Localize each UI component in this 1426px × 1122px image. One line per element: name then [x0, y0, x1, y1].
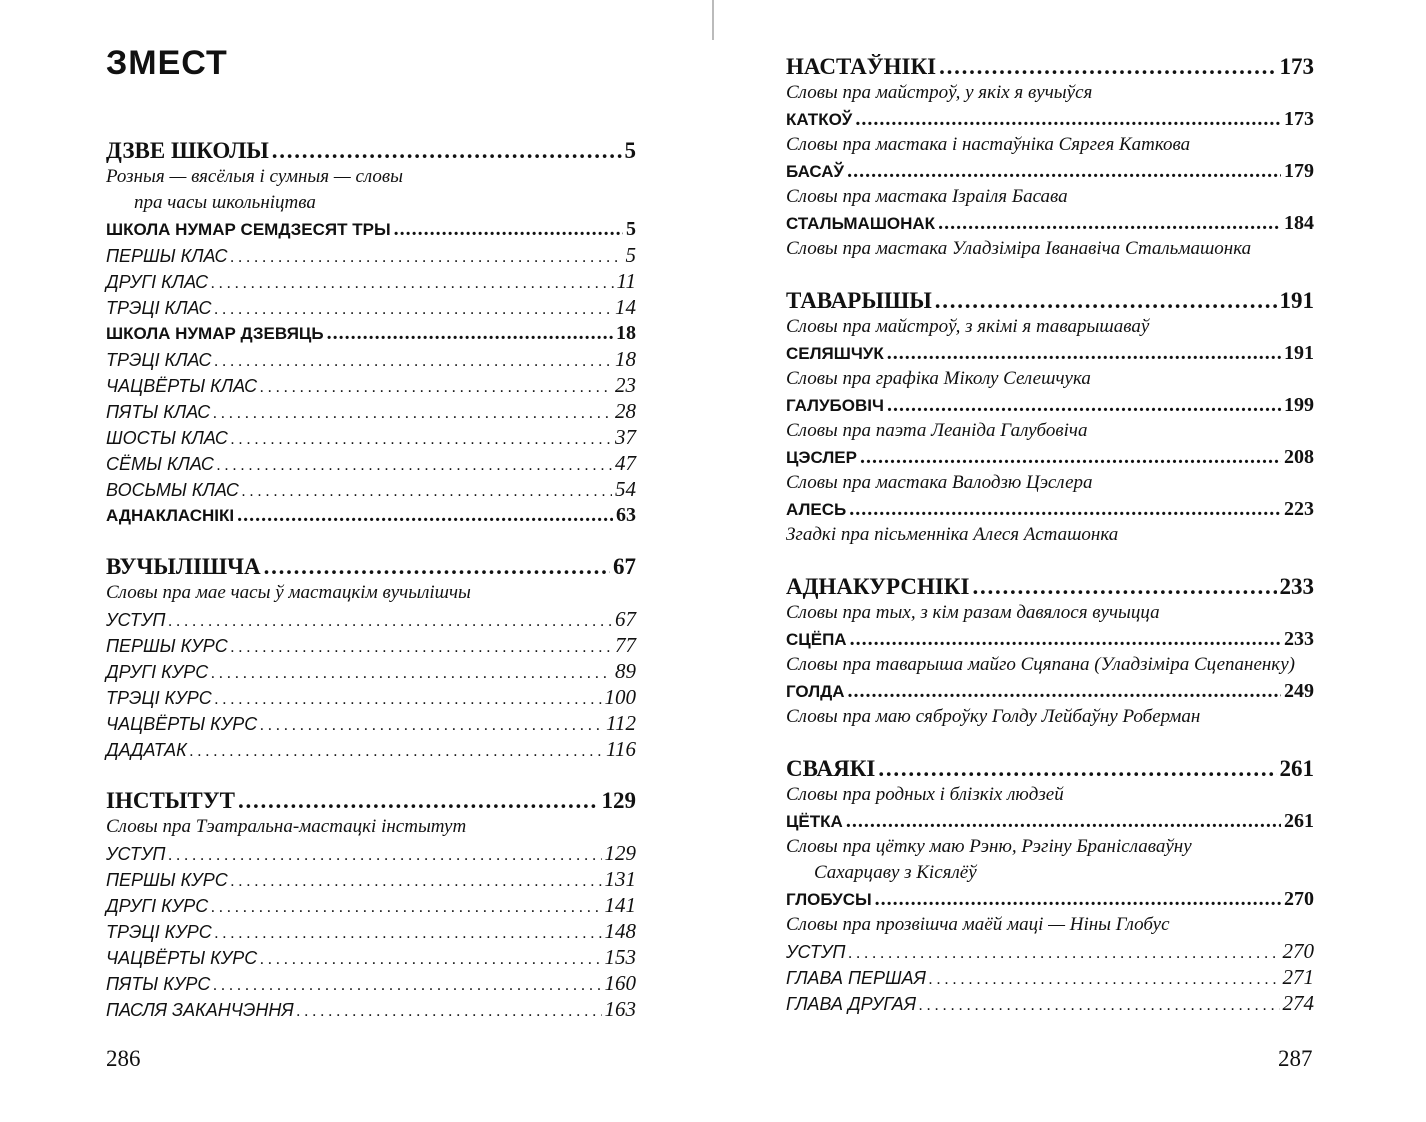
entry-title: ЦЭСЛЕР	[786, 448, 857, 467]
entry-title: ПЕРШЫ КЛАС	[106, 246, 228, 266]
entry-title: СВАЯКІ	[786, 756, 876, 781]
entry-title: ТРЭЦІ КЛАС	[106, 350, 212, 370]
section-description: Словы пра майстроў, у якіх я вучыўся	[786, 82, 1093, 103]
toc-chapter-entry[interactable]	[106, 710, 636, 736]
dot-leader	[260, 713, 603, 739]
dot-leader	[929, 967, 1280, 993]
dot-leader	[860, 444, 1281, 470]
toc-chapter-entry[interactable]	[106, 242, 636, 268]
toc-subsection-entry[interactable]	[786, 340, 1314, 366]
toc-subsection-entry[interactable]	[786, 444, 1314, 470]
toc-chapter-entry[interactable]	[106, 450, 636, 476]
toc-subsection-entry[interactable]	[786, 496, 1314, 522]
table-of-contents-right	[786, 54, 1314, 1016]
dot-leader	[231, 245, 623, 271]
entry-title: ВУЧЫЛІШЧА	[106, 554, 261, 579]
toc-chapter-entry[interactable]	[786, 938, 1314, 964]
entry-page-number: 67	[615, 607, 636, 631]
entry-page-number: 116	[606, 737, 636, 761]
toc-subsection-entry[interactable]	[786, 210, 1314, 236]
dot-leader	[238, 788, 599, 814]
dot-leader	[231, 869, 602, 895]
toc-chapter-entry[interactable]	[106, 606, 636, 632]
entry-title: ЧАЦВЁРТЫ КЛАС	[106, 376, 258, 396]
section-description: Словы пра паэта Леаніда Галубовіча	[786, 420, 1088, 441]
section-description: Сахарцаву з Кісялёў	[814, 862, 977, 883]
entry-title: ШКОЛА НУМАР ДЗЕВЯЦЬ	[106, 324, 324, 343]
entry-page-number: 18	[615, 347, 636, 371]
toc-chapter-entry[interactable]	[106, 372, 636, 398]
dot-leader	[848, 941, 1279, 967]
dot-leader	[297, 999, 602, 1025]
section-description: Згадкі пра пісьменніка Алеся Асташонка	[786, 524, 1119, 545]
entry-page-number: 274	[1282, 991, 1314, 1015]
entry-page-number: 5	[625, 243, 636, 267]
dot-leader	[213, 973, 601, 999]
page-title: ЗМЕСТ	[106, 44, 228, 82]
toc-section-heading[interactable]	[786, 756, 1314, 782]
entry-page-number: 54	[615, 477, 636, 501]
toc-subsection-entry[interactable]	[786, 808, 1314, 834]
entry-page-number: 11	[616, 269, 636, 293]
toc-chapter-entry[interactable]	[106, 970, 636, 996]
section-description: Словы пра цётку маю Рэню, Рэгіну Браніславаўну	[786, 836, 1192, 857]
entry-title: КАТКОЎ	[786, 110, 853, 129]
entry-title: СЕЛЯШЧУК	[786, 344, 884, 363]
toc-chapter-entry[interactable]	[786, 964, 1314, 990]
dot-leader	[215, 921, 602, 947]
toc-chapter-entry[interactable]	[106, 294, 636, 320]
left-page	[0, 0, 712, 1122]
entry-page-number: 208	[1284, 446, 1314, 468]
dot-leader	[849, 496, 1281, 522]
dot-leader	[215, 349, 612, 375]
entry-title: ПЯТЫ КЛАС	[106, 402, 211, 422]
toc-chapter-entry[interactable]	[106, 398, 636, 424]
dot-leader	[848, 678, 1281, 704]
dot-leader	[211, 895, 601, 921]
section-spacer	[106, 528, 636, 554]
toc-section-heading[interactable]	[106, 138, 636, 164]
section-spacer	[786, 548, 1314, 574]
entry-title: ГАЛУБОВІЧ	[786, 396, 884, 415]
toc-chapter-entry[interactable]	[106, 346, 636, 372]
entry-page-number: 14	[615, 295, 636, 319]
dot-leader	[168, 843, 601, 869]
section-description: Словы пра Тэатральна-мастацкі інстытут	[106, 816, 467, 837]
entry-page-number: 191	[1279, 288, 1314, 313]
entry-title: ПЯТЫ КУРС	[106, 974, 211, 994]
section-description: Розныя — вясёлыя і сумныя — словы	[106, 166, 404, 187]
entry-page-number: 77	[615, 633, 636, 657]
toc-chapter-entry[interactable]	[106, 918, 636, 944]
section-description: Словы пра мастака і настаўніка Сяргея Каткова	[786, 134, 1191, 155]
entry-title: ЧАЦВЁРТЫ КУРС	[106, 714, 258, 734]
entry-page-number: 148	[604, 919, 636, 943]
toc-chapter-entry[interactable]	[106, 866, 636, 892]
entry-page-number: 63	[616, 504, 636, 526]
entry-title: ДРУГІ КЛАС	[106, 272, 209, 292]
section-description: пра часы школьніцтва	[134, 192, 316, 213]
entry-page-number: 233	[1279, 574, 1314, 599]
entry-page-number: 23	[615, 373, 636, 397]
section-description: Словы пра мастака Уладзіміра Іванавіча Стальмашонка	[786, 238, 1252, 259]
entry-title: ГЛАВА ПЕРШАЯ	[786, 968, 926, 988]
dot-leader	[213, 401, 612, 427]
entry-page-number: 89	[615, 659, 636, 683]
entry-title: АДНАКУРСНІКІ	[786, 574, 970, 599]
entry-page-number: 37	[615, 425, 636, 449]
entry-page-number: 5	[626, 218, 636, 240]
toc-chapter-entry[interactable]	[106, 476, 636, 502]
dot-leader	[875, 886, 1281, 912]
entry-page-number: 153	[604, 945, 636, 969]
toc-chapter-entry[interactable]	[106, 944, 636, 970]
entry-page-number: 67	[613, 554, 636, 579]
section-description: Словы пра маю сяброўку Голду Лейбаўну Роберман	[786, 706, 1201, 727]
dot-leader	[260, 947, 601, 973]
toc-subsection-entry[interactable]	[106, 502, 636, 528]
page-number-left: 286	[106, 1046, 141, 1071]
section-spacer	[106, 762, 636, 788]
toc-subsection-entry[interactable]	[106, 216, 636, 242]
toc-section-heading[interactable]	[786, 54, 1314, 80]
dot-leader	[237, 502, 613, 528]
entry-page-number: 47	[615, 451, 636, 475]
entry-title: УСТУП	[786, 942, 846, 962]
entry-title: ГЛОБУСЫ	[786, 890, 872, 909]
entry-title: ТРЭЦІ КУРС	[106, 688, 212, 708]
dot-leader	[394, 216, 623, 242]
toc-chapter-entry[interactable]	[106, 840, 636, 866]
toc-chapter-entry[interactable]	[106, 658, 636, 684]
entry-title: ТРЭЦІ КУРС	[106, 922, 212, 942]
toc-section-heading[interactable]	[786, 288, 1314, 314]
entry-page-number: 28	[615, 399, 636, 423]
toc-chapter-entry[interactable]	[106, 268, 636, 294]
entry-title: ГЛАВА ДРУГАЯ	[786, 994, 916, 1014]
entry-title: ДЗВЕ ШКОЛЫ	[106, 138, 269, 163]
dot-leader	[217, 453, 612, 479]
entry-title: ПЕРШЫ КУРС	[106, 870, 228, 890]
entry-page-number: 249	[1284, 680, 1314, 702]
entry-title: ДРУГІ КУРС	[106, 896, 209, 916]
entry-title: ВОСЬМЫ КЛАС	[106, 480, 239, 500]
dot-leader	[847, 158, 1281, 184]
entry-page-number: 5	[624, 138, 636, 163]
toc-section-heading[interactable]	[106, 554, 636, 580]
toc-chapter-entry[interactable]	[106, 996, 636, 1022]
toc-subsection-entry[interactable]	[786, 678, 1314, 704]
entry-page-number: 131	[604, 867, 636, 891]
dot-leader	[846, 808, 1281, 834]
entry-page-number: 129	[601, 788, 636, 813]
dot-leader	[327, 320, 613, 346]
entry-page-number: 223	[1284, 498, 1314, 520]
entry-title: АЛЕСЬ	[786, 500, 847, 519]
dot-leader	[272, 138, 622, 164]
entry-page-number: 199	[1284, 394, 1314, 416]
right-page	[714, 0, 1426, 1122]
entry-title: НАСТАЎНІКІ	[786, 54, 937, 79]
entry-page-number: 261	[1284, 810, 1314, 832]
entry-title: АДНАКЛАСНІКІ	[106, 506, 235, 525]
section-description: Словы пра графіка Міколу Селешчука	[786, 368, 1091, 389]
dot-leader	[264, 554, 610, 580]
entry-title: ТАВАРЫШЫ	[786, 288, 932, 313]
entry-page-number: 270	[1282, 939, 1314, 963]
dot-leader	[939, 54, 1276, 80]
dot-leader	[972, 574, 1276, 600]
toc-subsection-entry[interactable]	[786, 158, 1314, 184]
toc-chapter-entry[interactable]	[786, 990, 1314, 1016]
entry-page-number: 184	[1284, 212, 1314, 234]
dot-leader	[215, 687, 602, 713]
dot-leader	[260, 375, 612, 401]
dot-leader	[231, 427, 612, 453]
dot-leader	[887, 392, 1281, 418]
toc-section-heading[interactable]	[106, 788, 636, 814]
entry-title: СЦЁПА	[786, 630, 847, 649]
entry-title: ПЕРШЫ КУРС	[106, 636, 228, 656]
toc-chapter-entry[interactable]	[106, 892, 636, 918]
section-description: Словы пра прозвішча маёй маці — Ніны Глобус	[786, 914, 1170, 935]
toc-chapter-entry[interactable]	[106, 736, 636, 762]
entry-page-number: 100	[604, 685, 636, 709]
entry-page-number: 233	[1284, 628, 1314, 650]
dot-leader	[211, 661, 612, 687]
entry-page-number: 173	[1279, 54, 1314, 79]
toc-subsection-entry[interactable]	[786, 106, 1314, 132]
entry-title: ШКОЛА НУМАР СЕМДЗЕСЯТ ТРЫ	[106, 220, 391, 239]
page-number-right: 287	[1278, 1046, 1313, 1071]
entry-title: ГОЛДА	[786, 682, 845, 701]
section-description: Словы пра таварыша майго Сцяпана (Уладзіміра Сцепаненку)	[786, 654, 1295, 675]
toc-chapter-entry[interactable]	[106, 424, 636, 450]
toc-subsection-entry[interactable]	[786, 392, 1314, 418]
entry-page-number: 270	[1284, 888, 1314, 910]
entry-page-number: 160	[604, 971, 636, 995]
toc-subsection-entry[interactable]	[786, 626, 1314, 652]
dot-leader	[168, 609, 612, 635]
entry-page-number: 18	[616, 322, 636, 344]
entry-title: СЁМЫ КЛАС	[106, 454, 214, 474]
entry-title: ШОСТЫ КЛАС	[106, 428, 228, 448]
dot-leader	[887, 340, 1281, 366]
entry-title: ІНСТЫТУТ	[106, 788, 235, 813]
dot-leader	[938, 210, 1281, 236]
dot-leader	[935, 288, 1277, 314]
entry-page-number: 112	[606, 711, 636, 735]
entry-title: ДРУГІ КУРС	[106, 662, 209, 682]
entry-page-number: 141	[604, 893, 636, 917]
entry-page-number: 129	[604, 841, 636, 865]
toc-chapter-entry[interactable]	[106, 632, 636, 658]
table-of-contents-left	[106, 138, 636, 1022]
entry-page-number: 173	[1284, 108, 1314, 130]
entry-title: УСТУП	[106, 610, 166, 630]
entry-title: ПАСЛЯ ЗАКАНЧЭННЯ	[106, 1000, 294, 1020]
section-description: Словы пра родных і блізкіх людзей	[786, 784, 1064, 805]
dot-leader	[231, 635, 612, 661]
section-description: Словы пра мае часы ў мастацкім вучылішчы	[106, 582, 471, 603]
entry-page-number: 261	[1279, 756, 1314, 781]
entry-title: ТРЭЦІ КЛАС	[106, 298, 212, 318]
entry-title: ЧАЦВЁРТЫ КУРС	[106, 948, 258, 968]
section-description: Словы пра мастака Валодзю Цэслера	[786, 472, 1093, 493]
entry-page-number: 271	[1282, 965, 1314, 989]
section-description: Словы пра майстроў, з якімі я таварышаваў	[786, 316, 1150, 337]
toc-section-heading[interactable]	[786, 574, 1314, 600]
entry-title: ЦЁТКА	[786, 812, 843, 831]
section-description: Словы пра тых, з кім разам давялося вучыцца	[786, 602, 1160, 623]
section-description: Словы пра мастака Ізраіля Басава	[786, 186, 1068, 207]
dot-leader	[211, 271, 613, 297]
dot-leader	[850, 626, 1281, 652]
toc-subsection-entry[interactable]	[786, 886, 1314, 912]
entry-title: СТАЛЬМАШОНАК	[786, 214, 936, 233]
section-spacer	[786, 262, 1314, 288]
entry-page-number: 179	[1284, 160, 1314, 182]
dot-leader	[190, 739, 603, 765]
dot-leader	[855, 106, 1281, 132]
dot-leader	[919, 993, 1280, 1019]
toc-chapter-entry[interactable]	[106, 684, 636, 710]
entry-page-number: 163	[604, 997, 636, 1021]
section-spacer	[786, 730, 1314, 756]
entry-title: УСТУП	[106, 844, 166, 864]
entry-page-number: 191	[1284, 342, 1314, 364]
toc-subsection-entry[interactable]	[106, 320, 636, 346]
entry-title: ДАДАТАК	[106, 740, 187, 760]
dot-leader	[878, 756, 1276, 782]
entry-title: БАСАЎ	[786, 162, 845, 181]
